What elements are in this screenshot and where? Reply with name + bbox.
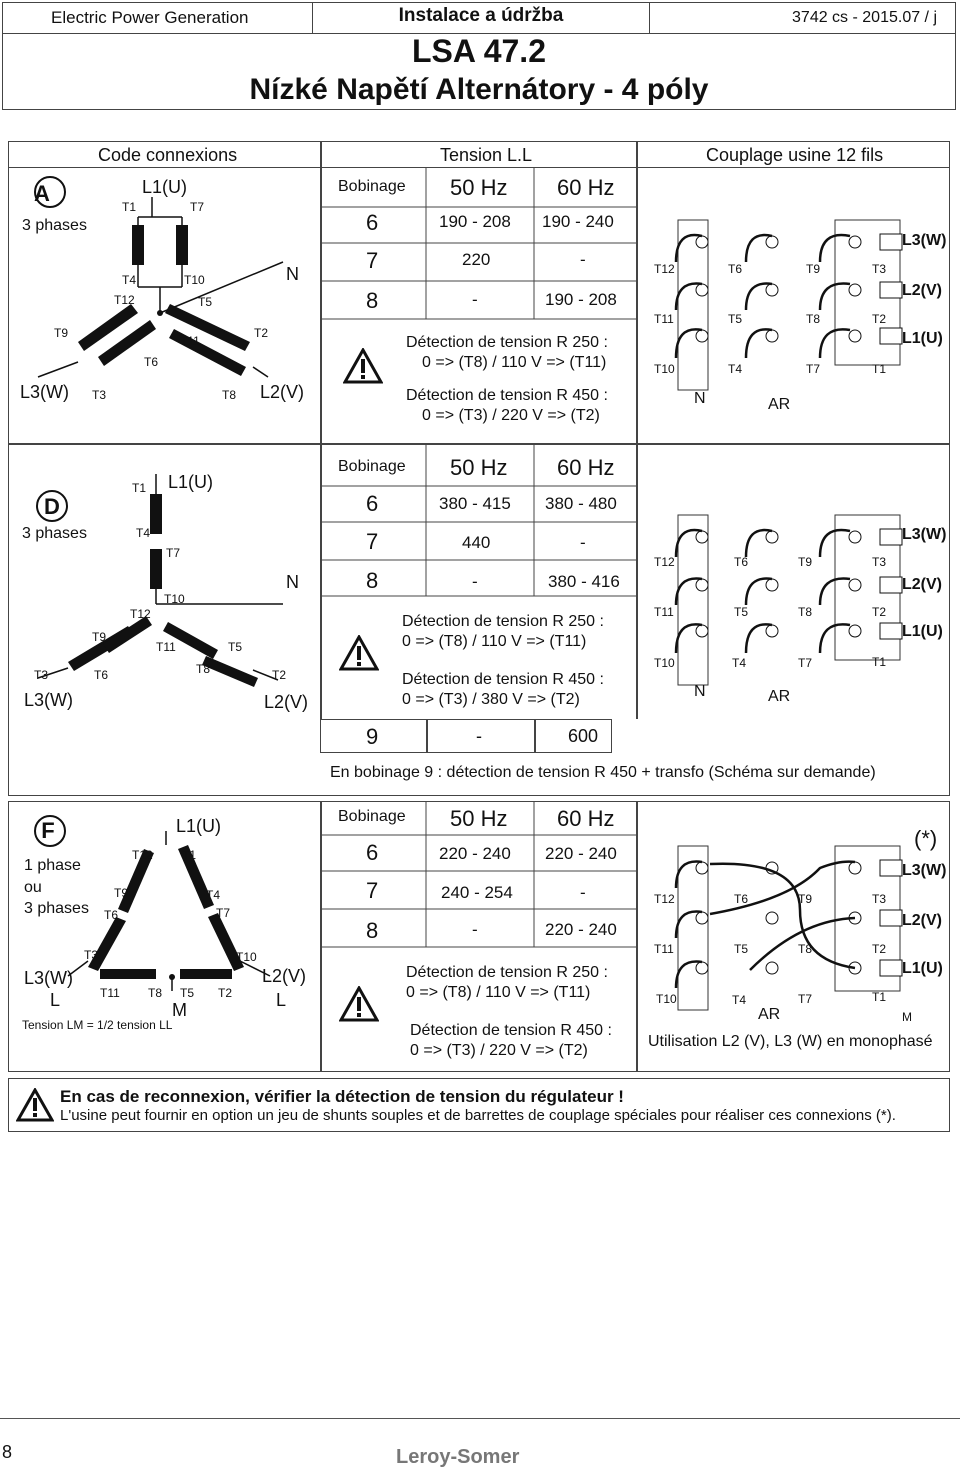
a-t9: T9	[54, 326, 69, 340]
a-r3-b: 8	[366, 288, 379, 313]
d-t3: T3	[34, 668, 49, 682]
warning-icon	[339, 635, 379, 671]
section-f-letter: F	[41, 818, 55, 843]
d-det1b: 0 => (T8) / 110 V => (T11)	[402, 633, 587, 650]
d-t8: T8	[196, 662, 211, 676]
a-b-l3: L3(W)	[902, 232, 947, 249]
d-l3: L3(W)	[24, 690, 73, 710]
d-r2-b: 7	[366, 529, 379, 554]
d-r3-60: 380 - 416	[548, 572, 620, 591]
a-det1b: 0 => (T8) / 110 V => (T11)	[422, 354, 607, 371]
a-b-t2: T2	[872, 312, 887, 326]
d-b-t5: T5	[734, 605, 749, 619]
a-b-t12: T12	[654, 262, 675, 276]
f-det1b: 0 => (T8) / 110 V => (T11)	[406, 984, 591, 1001]
a-t5: T5	[198, 295, 213, 309]
f-b-m: M	[902, 1010, 912, 1024]
d-r1-50: 380 - 415	[439, 494, 511, 513]
a-th-60: 60 Hz	[557, 175, 615, 200]
d-t5: T5	[228, 640, 243, 654]
warning-icon	[343, 348, 383, 384]
a-l2: L2(V)	[260, 382, 305, 402]
a-b-t7: T7	[806, 362, 821, 376]
f-m: M	[172, 1000, 187, 1020]
f-t2: T2	[218, 986, 233, 1000]
f-t10: T10	[236, 950, 257, 964]
d-th-60: 60 Hz	[557, 455, 615, 480]
a-th-50: 50 Hz	[450, 175, 508, 200]
d-t9: T9	[92, 630, 107, 644]
f-phases1: 1 phase	[24, 857, 81, 874]
f-b-t5: T5	[734, 942, 749, 956]
f-b-t6: T6	[734, 892, 749, 906]
col-divider	[636, 801, 638, 1072]
f-l2: L2(V)	[262, 966, 307, 986]
d-b-t4: T4	[732, 656, 747, 670]
d-t6: T6	[94, 668, 109, 682]
d-b-t1: T1	[872, 655, 887, 669]
a-b-t8: T8	[806, 312, 821, 326]
a-t10: T10	[184, 273, 205, 287]
f-l-left: L	[50, 990, 61, 1010]
f-det2b: 0 => (T3) / 220 V => (T2)	[410, 1042, 588, 1059]
col-divider	[636, 141, 638, 167]
d-b-l2: L2(V)	[902, 576, 942, 593]
f-b-t11: T11	[654, 942, 674, 956]
d-th-50: 50 Hz	[450, 455, 508, 480]
page-header	[2, 2, 956, 110]
a-b-ar: AR	[768, 396, 791, 413]
a-b-t1: T1	[872, 362, 887, 376]
d-l1: L1(U)	[168, 472, 214, 492]
f-th-50: 50 Hz	[450, 806, 508, 831]
col-couplage-label: Couplage usine 12 fils	[706, 145, 884, 165]
a-l3: L3(W)	[20, 382, 69, 402]
col-code-label: Code connexions	[98, 145, 238, 165]
d-b-l1: L1(U)	[902, 623, 943, 640]
d-b-t2: T2	[872, 605, 887, 619]
a-r2-50: 220	[462, 250, 491, 269]
d-b-t8: T8	[798, 605, 813, 619]
header-right: 3742 cs - 2015.07 / j	[792, 9, 937, 26]
a-t2: T2	[254, 326, 269, 340]
f-t1: T1	[182, 848, 197, 862]
d-t7: T7	[166, 546, 181, 560]
d-b-l3: L3(W)	[902, 526, 947, 543]
page-number: 8	[2, 1442, 13, 1462]
col-divider	[426, 719, 428, 753]
f-phases3: 3 phases	[24, 900, 89, 917]
section-d-phases: 3 phases	[22, 525, 87, 542]
d-t11: T11	[156, 640, 176, 654]
a-b-t11: T11	[654, 312, 674, 326]
header-left: Electric Power Generation	[3, 3, 313, 33]
d-t12: T12	[130, 607, 151, 621]
d-b-t7: T7	[798, 656, 813, 670]
f-r1-60: 220 - 240	[545, 844, 617, 863]
section-a-letter: A	[34, 181, 50, 206]
section-d-letter: D	[44, 494, 60, 519]
d-r9-50: -	[476, 726, 482, 746]
f-b-t9: T9	[798, 892, 813, 906]
warning-icon	[16, 1088, 54, 1122]
f-t12: T12	[132, 848, 153, 862]
f-l3: L3(W)	[24, 968, 73, 988]
f-b-t10: T10	[656, 992, 677, 1006]
a-det1a: Détection de tension R 250 :	[406, 334, 608, 351]
a-l1: L1(U)	[142, 177, 188, 197]
d-b-t11: T11	[654, 605, 674, 619]
f-t3: T3	[84, 948, 99, 962]
warning-icon	[339, 986, 379, 1022]
f-det2a: Détection de tension R 450 :	[410, 1022, 612, 1039]
d-l2: L2(V)	[264, 692, 309, 712]
warning-line1: En cas de reconnexion, vérifier la détection de tension du régulateur !	[60, 1087, 624, 1106]
f-det1a: Détection de tension R 250 :	[406, 964, 608, 981]
header-center: Instalace a údržba	[313, 3, 650, 33]
f-b-l2: L2(V)	[902, 912, 942, 929]
d-b-t10: T10	[654, 656, 675, 670]
a-b-t4: T4	[728, 362, 743, 376]
a-t12: T12	[114, 293, 135, 307]
f-tension-note: Tension LM = 1/2 tension LL	[22, 1018, 173, 1032]
d-r2-50: 440	[462, 533, 491, 552]
d-det2a: Détection de tension R 450 :	[402, 671, 604, 688]
f-t8: T8	[148, 986, 163, 1000]
f-b-t7: T7	[798, 992, 813, 1006]
a-r3-60: 190 - 208	[545, 290, 617, 309]
a-r1-50: 190 - 208	[439, 212, 511, 231]
f-r2-60: -	[580, 883, 586, 902]
d-b-t12: T12	[654, 555, 675, 569]
d-b-t6: T6	[734, 555, 749, 569]
d-r3-b: 8	[366, 568, 379, 593]
f-t9: T9	[114, 886, 129, 900]
f-r1-b: 6	[366, 840, 379, 865]
f-t7: T7	[216, 906, 231, 920]
f-t4: T4	[206, 888, 221, 902]
d-r9-b: 9	[366, 724, 379, 749]
a-t4: T4	[122, 273, 137, 287]
warning-line2: L'usine peut fournir en option un jeu de shunts souples et de barrettes de couplage spéciales pour réaliser ces connexions (*).	[60, 1107, 896, 1124]
d-det1a: Détection de tension R 250 :	[402, 613, 604, 630]
a-t6: T6	[144, 355, 159, 369]
d-r1-b: 6	[366, 491, 379, 516]
a-t7: T7	[190, 200, 205, 214]
f-b-t2: T2	[872, 942, 887, 956]
a-t11: T11	[180, 334, 200, 348]
a-n: N	[286, 264, 299, 284]
f-phases2: ou	[24, 879, 42, 896]
f-l1: L1(U)	[176, 816, 222, 836]
d-t1: T1	[132, 481, 147, 495]
f-th-bob: Bobinage	[338, 808, 406, 825]
a-b-t5: T5	[728, 312, 743, 326]
f-t5: T5	[180, 986, 195, 1000]
d-det2b: 0 => (T3) / 380 V => (T2)	[402, 691, 580, 708]
a-r2-60: -	[580, 250, 586, 269]
d-r9-60: 600	[568, 726, 599, 746]
a-r1-b: 6	[366, 210, 379, 235]
a-r3-50: -	[472, 290, 478, 309]
f-b-t1: T1	[872, 990, 887, 1004]
f-r2-50: 240 - 254	[441, 883, 513, 902]
f-b-t8: T8	[798, 942, 813, 956]
d-th-bob: Bobinage	[338, 458, 406, 475]
a-th-bob: Bobinage	[338, 178, 406, 195]
page-title: LSA 47.2	[412, 33, 546, 69]
f-r3-50: -	[472, 920, 478, 939]
col-divider	[636, 444, 638, 719]
d-r2-60: -	[580, 533, 586, 552]
d-t2: T2	[272, 668, 287, 682]
section-a-phases: 3 phases	[22, 217, 87, 234]
d-r3-50: -	[472, 572, 478, 591]
a-b-t9: T9	[806, 262, 821, 276]
a-b-t10: T10	[654, 362, 675, 376]
d-r1-60: 380 - 480	[545, 494, 617, 513]
a-r2-b: 7	[366, 248, 379, 273]
f-l-right: L	[276, 990, 287, 1010]
a-t1: T1	[122, 200, 137, 214]
f-r3-b: 8	[366, 918, 379, 943]
f-r3-60: 220 - 240	[545, 920, 617, 939]
d-note: En bobinage 9 : détection de tension R 450 + transfo (Schéma sur demande)	[330, 764, 876, 781]
page-subtitle: Nízké Napětí Alternátory - 4 póly	[249, 73, 709, 106]
brand-logo: Leroy-Somer	[396, 1446, 520, 1468]
col-divider	[636, 167, 638, 444]
col-tension-label: Tension L.L	[440, 145, 533, 165]
a-det2b: 0 => (T3) / 220 V => (T2)	[422, 407, 600, 424]
d-t4: T4	[136, 526, 151, 540]
d-b-ar: AR	[768, 688, 791, 705]
f-b-t4: T4	[732, 993, 747, 1007]
d-b-t9: T9	[798, 555, 813, 569]
a-b-l1: L1(U)	[902, 330, 943, 347]
col-divider	[534, 719, 536, 753]
a-t8: T8	[222, 388, 237, 402]
d-b-n: N	[694, 683, 706, 700]
d-b-t3: T3	[872, 555, 887, 569]
f-r1-50: 220 - 240	[439, 844, 511, 863]
a-r1-60: 190 - 240	[542, 212, 614, 231]
f-star-note: (*)	[914, 826, 938, 851]
a-t3: T3	[92, 388, 107, 402]
a-b-t6: T6	[728, 262, 743, 276]
d-t10: T10	[164, 592, 185, 606]
f-r2-b: 7	[366, 878, 379, 903]
f-b-t3: T3	[872, 892, 887, 906]
f-t11: T11	[100, 986, 120, 1000]
f-t6: T6	[104, 908, 119, 922]
a-b-n: N	[694, 390, 706, 407]
f-th-60: 60 Hz	[557, 806, 615, 831]
f-b-l1: L1(U)	[902, 960, 943, 977]
f-b-ar: AR	[758, 1006, 781, 1023]
col-divider	[320, 141, 322, 167]
a-b-t3: T3	[872, 262, 887, 276]
d-n: N	[286, 572, 299, 592]
f-b-t12: T12	[654, 892, 675, 906]
f-mono-note: Utilisation L2 (V), L3 (W) en monophasé	[648, 1033, 933, 1050]
a-det2a: Détection de tension R 450 :	[406, 387, 608, 404]
f-b-l3: L3(W)	[902, 862, 947, 879]
a-b-l2: L2(V)	[902, 282, 942, 299]
